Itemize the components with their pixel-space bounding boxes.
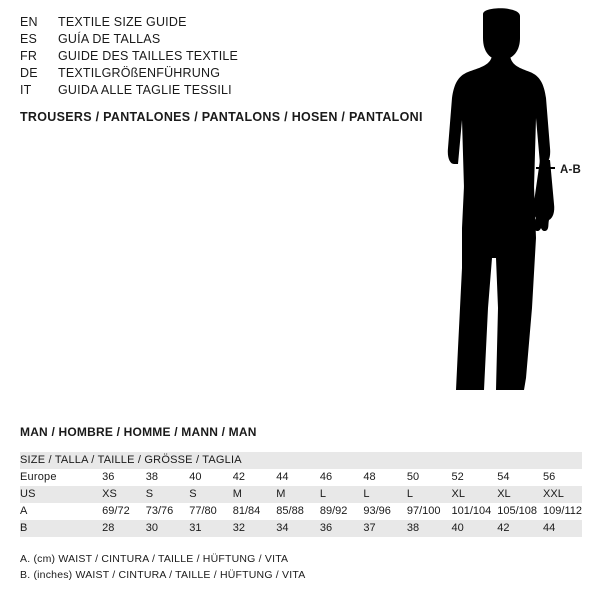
table-header-row <box>20 452 582 469</box>
language-row-fr <box>20 48 380 65</box>
cell-a-1: 73/76 <box>145 505 174 517</box>
cell-europe-1: 38 <box>145 471 158 483</box>
cell-a-8: 101/104 <box>451 505 492 517</box>
footnotes <box>20 551 305 583</box>
language-code-es: ES <box>20 32 38 46</box>
cell-us-3: M <box>233 486 277 503</box>
cell-a-7: 97/100 <box>406 505 441 517</box>
table-row <box>20 503 582 520</box>
table-row <box>20 486 582 503</box>
cell-europe-3: 42 <box>232 471 246 483</box>
cell-europe-2: 40 <box>189 471 202 483</box>
cell-europe-9: 54 <box>497 471 510 483</box>
language-row-it <box>20 82 380 99</box>
cell-b-4: 34 <box>276 520 320 537</box>
cell-us-6: L <box>363 486 407 503</box>
cell-europe-10: 56 <box>543 471 556 483</box>
cell-us-1: S <box>146 486 190 503</box>
footnote-a: A. (cm) WAIST / CINTURA / TAILLE / HÜFTUNG / VITA <box>20 553 289 565</box>
table-title: MAN / HOMBRE / HOMME / MANN / MAN <box>20 425 257 439</box>
cell-us-7: L <box>407 486 452 503</box>
cell-europe-5: 46 <box>319 471 333 483</box>
cell-a-9: 105/108 <box>497 505 537 517</box>
cell-us-2: S <box>189 486 233 503</box>
cell-us-8: XL <box>452 486 498 503</box>
language-text-it: GUIDA ALLE TAGLIE TESSILI <box>58 83 232 97</box>
cell-b-9: 42 <box>497 520 543 537</box>
cell-europe-0: 36 <box>102 471 115 483</box>
cell-a-10: 109/112 <box>543 505 582 517</box>
cell-b-0: 28 <box>102 520 146 537</box>
cell-a-6: 93/96 <box>363 505 391 517</box>
measure-label-ab: A-B <box>560 164 582 176</box>
cell-europe-7: 50 <box>406 471 420 483</box>
language-row-en <box>20 14 380 31</box>
cell-a-4: 85/88 <box>276 505 304 517</box>
cell-europe-8: 52 <box>451 471 464 483</box>
cell-us-4: M <box>276 486 320 503</box>
cell-a-2: 77/80 <box>189 505 217 517</box>
language-row-de <box>20 65 380 82</box>
language-header-block <box>20 14 380 99</box>
cell-b-2: 31 <box>189 520 233 537</box>
language-text-fr: GUIDE DES TAILLES TEXTILE <box>58 49 239 63</box>
row-label-b: B <box>20 520 102 537</box>
section-title: TROUSERS / PANTALONES / PANTALONS / HOSEN / PANTALONI <box>20 110 423 124</box>
male-silhouette-icon <box>420 8 590 408</box>
language-text-en: TEXTILE SIZE GUIDE <box>58 15 187 29</box>
cell-b-3: 32 <box>233 520 277 537</box>
row-label-us: US <box>20 486 102 503</box>
cell-b-5: 36 <box>320 520 364 537</box>
table-row <box>20 520 582 537</box>
cell-europe-6: 48 <box>363 471 376 483</box>
cell-a-5: 89/92 <box>319 505 348 517</box>
cell-us-9: XL <box>497 486 543 503</box>
figure-container <box>420 8 590 408</box>
cell-us-10: XXL <box>543 486 582 503</box>
size-table <box>20 452 582 537</box>
language-row-es <box>20 31 380 48</box>
language-code-it: IT <box>20 83 32 97</box>
cell-us-0: XS <box>102 486 146 503</box>
cell-b-1: 30 <box>146 520 190 537</box>
cell-b-7: 38 <box>407 520 452 537</box>
cell-us-5: L <box>320 486 364 503</box>
language-text-es: GUÍA DE TALLAS <box>58 32 161 46</box>
language-code-fr: FR <box>20 49 38 63</box>
table-row <box>20 469 582 486</box>
cell-b-10: 44 <box>543 520 582 537</box>
language-code-de: DE <box>20 66 38 80</box>
row-label-europe: Europe <box>20 471 57 483</box>
language-text-de: TEXTILGRÖßENFÜHRUNG <box>58 66 221 80</box>
cell-a-0: 69/72 <box>102 505 130 517</box>
language-code-en: EN <box>20 15 38 29</box>
table-header-label: SIZE / TALLA / TAILLE / GRÖSSE / TAGLIA <box>20 452 582 469</box>
cell-b-8: 40 <box>452 520 498 537</box>
footnote-b: B. (inches) WAIST / CINTURA / TAILLE / HÜFTUNG / VITA <box>20 569 306 581</box>
cell-b-6: 37 <box>363 520 407 537</box>
cell-europe-4: 44 <box>276 471 289 483</box>
row-label-a: A <box>20 505 28 517</box>
cell-a-3: 81/84 <box>232 505 261 517</box>
